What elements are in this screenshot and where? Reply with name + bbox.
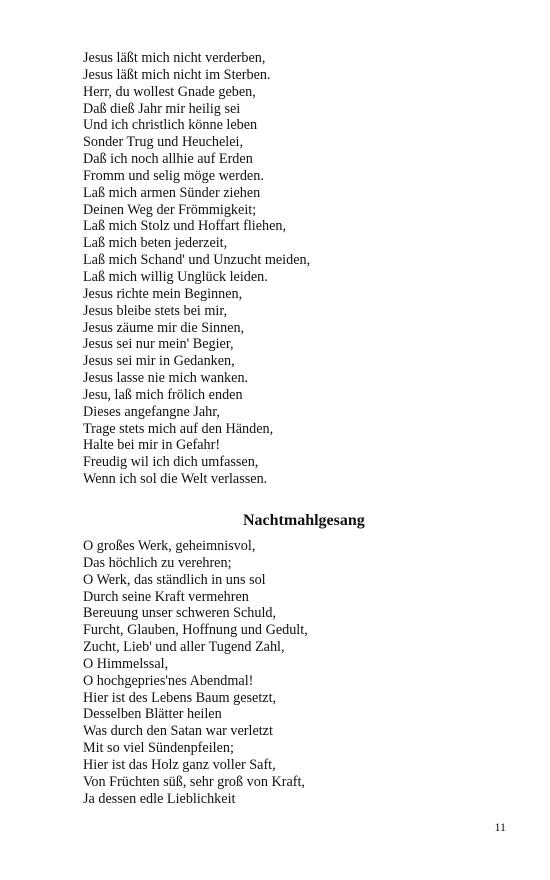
poem-line: Durch seine Kraft vermehren [83, 588, 249, 605]
poem-line: Laß mich beten jederzeit, [83, 235, 228, 252]
poem-line: Jesus sei mir in Gedanken, [83, 353, 235, 370]
poem-line: Zucht, Lieb' und aller Tugend Zahl, [83, 639, 285, 656]
poem-line: Dieses angefangne Jahr, [83, 403, 220, 420]
poem-line: O Werk, das ständlich in uns sol [83, 571, 266, 588]
poem-line: Laß mich Schand' und Unzucht meiden, [83, 252, 311, 269]
poem-line: Daß ich noch allhie auf Erden [83, 151, 253, 168]
poem-line: Jesus läßt mich nicht im Sterben. [83, 66, 271, 83]
poem-line: Jesus zäume mir die Sinnen, [83, 319, 245, 336]
poem-line: Furcht, Glauben, Hoffnung und Gedult, [83, 622, 308, 639]
poem-line: Und ich christlich könne leben [83, 117, 258, 134]
poem-line: Wenn ich sol die Welt verlassen. [83, 471, 268, 488]
poem-line: Laß mich Stolz und Hoffart fliehen, [83, 218, 287, 235]
poem-line: Jesus richte mein Beginnen, [83, 285, 243, 302]
poem-line: Jesus bleibe stets bei mir, [83, 302, 228, 319]
poem-line: Von Früchten süß, sehr groß von Kraft, [83, 773, 305, 790]
poem-line: Daß dieß Jahr mir heilig sei [83, 100, 241, 117]
poem-line: Herr, du wollest Gnade geben, [83, 83, 256, 100]
poem-line: Mit so viel Sündenpfeilen; [83, 740, 234, 757]
poem-line: Desselben Blätter heilen [83, 706, 222, 723]
poem-line: Jesus läßt mich nicht verderben, [83, 50, 266, 66]
poem-line: Freudig wil ich dich umfassen, [83, 454, 259, 471]
poem-line: Jesu, laß mich frölich enden [83, 386, 243, 403]
poem-line: Das höchlich zu verehren; [83, 554, 232, 571]
poem-line: Jesus sei nur mein' Begier, [83, 336, 234, 353]
poem-line: Deinen Weg der Frömmigkeit; [83, 201, 257, 218]
poem-line: Bereuung unser schweren Schuld, [83, 605, 277, 622]
poem-line: Ja dessen edle Lieblichkeit [83, 790, 236, 807]
poem-nachtmahlgesang [83, 538, 483, 808]
poem-line: Fromm und selig möge werden. [83, 167, 264, 184]
poem-line: Jesus lasse nie mich wanken. [83, 370, 249, 387]
page-number: 11 [494, 820, 506, 834]
poem-line: O hochgepries'nes Abendmal! [83, 672, 254, 689]
poem-line: O Himmelssal, [83, 655, 169, 672]
poem-line: O großes Werk, geheimnisvol, [83, 538, 256, 554]
poem-line: Was durch den Satan war verletzt [83, 723, 273, 740]
poem-line: Laß mich armen Sünder ziehen [83, 184, 261, 201]
poem-line: Sonder Trug und Heuchelei, [83, 134, 243, 151]
poem-line: Hier ist das Holz ganz voller Saft, [83, 756, 276, 773]
poem-line: Laß mich willig Unglück leiden. [83, 268, 268, 285]
poem-line: Halte bei mir in Gefahr! [83, 437, 221, 454]
poem-line: Hier ist des Lebens Baum gesetzt, [83, 689, 277, 706]
poem-first-stanza [83, 50, 483, 488]
poem-line: Trage stets mich auf den Händen, [83, 420, 274, 437]
section-title: Nachtmahlgesang [243, 512, 365, 529]
